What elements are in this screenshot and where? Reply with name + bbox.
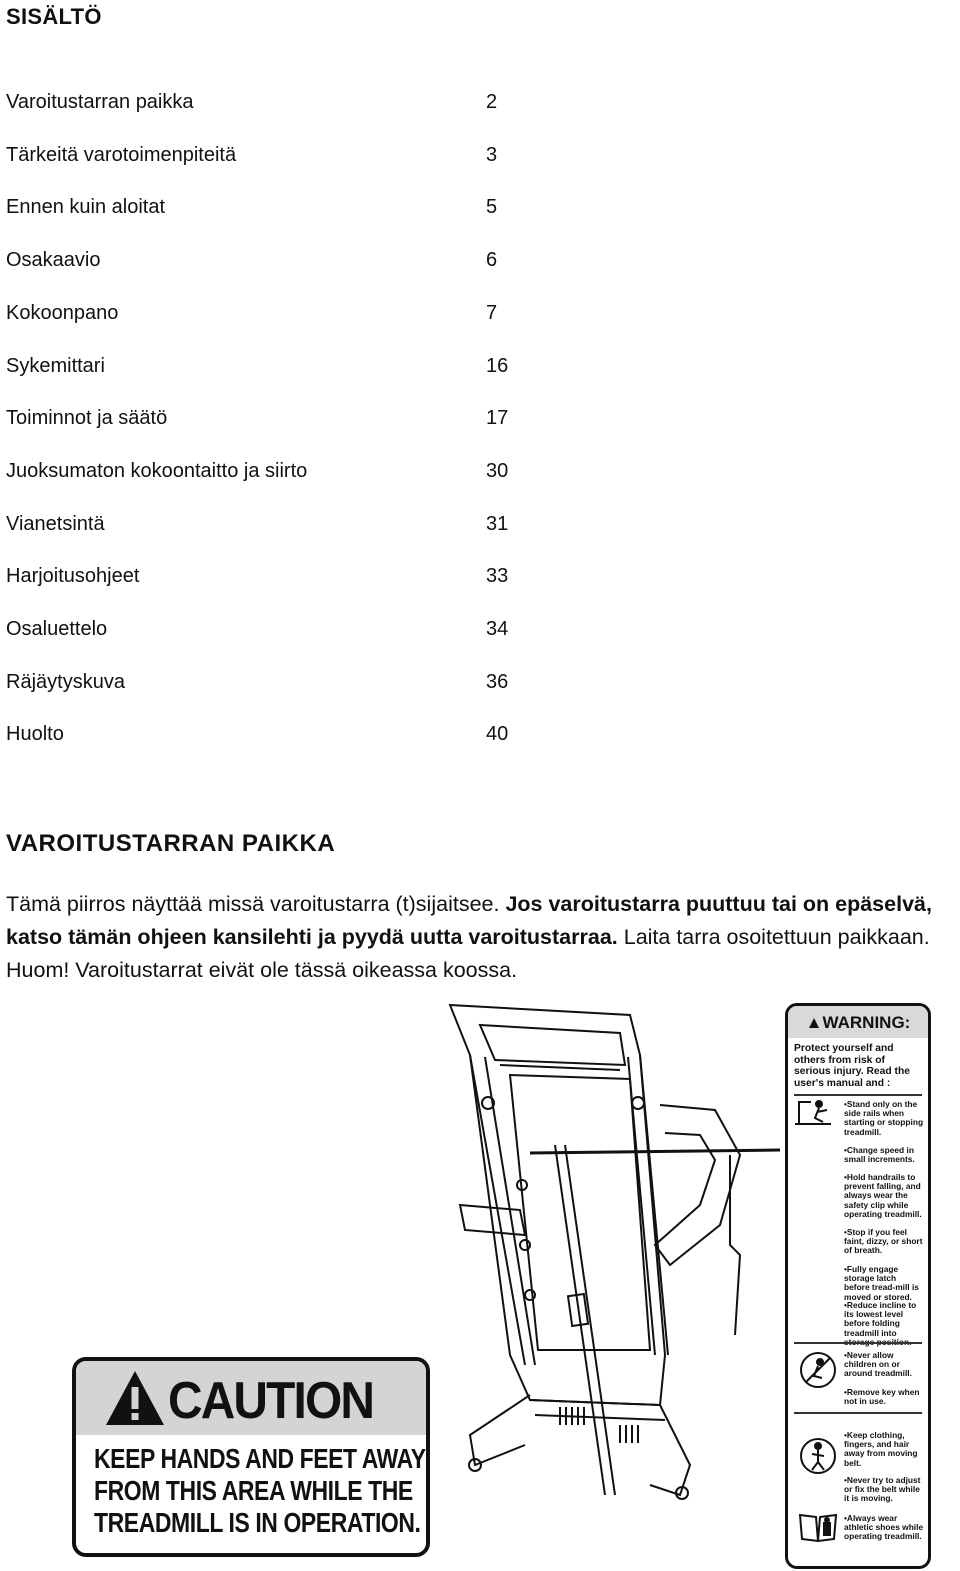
toc-page-number: 33 [486, 565, 509, 588]
toc-label: Huolto [6, 723, 64, 746]
toc-page-number: 34 [486, 618, 509, 640]
toc-page-number: 7 [486, 301, 498, 324]
toc-page-number: 30 [486, 459, 509, 482]
toc-page-number: 40 [486, 723, 509, 746]
warning-heading-text: WARNING: [822, 1013, 911, 1032]
warning-item: •Never allow children on or around treadmill. [844, 1350, 912, 1379]
moving-belt-icon [798, 1436, 838, 1476]
warning-triangle-icon [104, 1369, 166, 1427]
divider [794, 1342, 922, 1344]
warning-item: •Reduce incline to its lowest level before folding treadmill into [844, 1300, 917, 1338]
warning-heading [788, 1006, 928, 1038]
toc-row [6, 355, 526, 385]
no-children-icon [798, 1350, 838, 1390]
warning-item: •Always wear athletic shoes while operating treadmill. [844, 1513, 924, 1542]
divider [794, 1094, 922, 1096]
toc-label: Kokoonpano [6, 301, 119, 324]
toc-page-number: 5 [486, 196, 498, 219]
warning-item: •Stand only on the side rails when starting or stopping treadmill. [844, 1099, 924, 1137]
toc-row [6, 91, 526, 121]
toc-row [6, 144, 526, 174]
toc-page-number: 6 [486, 249, 498, 272]
toc-label: Toiminnot ja säätö [6, 407, 168, 430]
warning-triangle-icon: ▲ [805, 1013, 823, 1032]
section-intro [6, 888, 960, 987]
toc-row [6, 723, 526, 753]
toc-label: Osakaavio [6, 249, 101, 272]
warning-item: •Stop if you feel faint, dizzy, or short of breath. [844, 1227, 923, 1256]
treadmill-illustration [430, 995, 780, 1515]
toc-page-number: 3 [486, 143, 498, 166]
warning-label [785, 1003, 931, 1569]
toc-row [6, 302, 526, 332]
manual-info-icon [798, 1511, 838, 1543]
toc-page-number: 2 [486, 91, 498, 113]
divider [794, 1412, 922, 1414]
toc-row [6, 565, 526, 595]
warning-item: •Hold handrails to prevent falling, and always wear the safety clip while operating treadmill. [844, 1172, 922, 1219]
toc-row [6, 618, 526, 648]
caution-heading: CAUTION [168, 1372, 374, 1430]
toc-label: Sykemittari [6, 354, 105, 377]
section-heading: VAROITUSTARRAN PAIKKA [6, 830, 336, 857]
toc-page-number: 36 [486, 670, 509, 693]
toc-row [6, 407, 526, 437]
toc-label: Harjoitusohjeet [6, 565, 140, 588]
caution-line: TREADMILL IS IN OPERATION. [94, 1507, 421, 1538]
intro-bold: Jos varoitustarra puuttuu tai on epäselvä, katso tämän ohjeen kansilehti ja pyydä uutta varoitustarraa. [6, 892, 932, 949]
toc-label: Tärkeitä varotoimenpiteitä [6, 143, 237, 166]
toc-row [6, 513, 526, 543]
toc-label: Vianetsintä [6, 512, 105, 535]
caution-label [72, 1357, 430, 1557]
toc-label: Osaluettelo [6, 618, 108, 640]
toc-page-number: 17 [486, 407, 509, 430]
warning-intro: Protect yourself and others from risk of serious injury. Read the user's manual and : [794, 1043, 910, 1089]
toc-row [6, 671, 526, 701]
toc-label: Ennen kuin aloitat [6, 196, 166, 219]
toc-row [6, 460, 526, 490]
caution-line: FROM THIS AREA WHILE THE [94, 1475, 413, 1506]
page-title: SISÄLTÖ [6, 4, 102, 29]
warning-item: •Keep clothing, fingers, and hair away from moving belt. [844, 1430, 918, 1468]
toc-label: Räjäytyskuva [6, 670, 125, 693]
toc-row [6, 249, 526, 279]
toc-row [6, 196, 526, 226]
person-on-rails-icon [793, 1098, 833, 1128]
warning-item: •Fully engage storage latch before tread-mill is moved or stored. [844, 1264, 919, 1302]
intro-plain: Tämä piirros näyttää missä varoitustarra (t)sijaitsee. [6, 892, 506, 916]
toc-page-number: 16 [486, 354, 509, 377]
intro-end: Laita tarra osoitettuun paikkaan. Huom! Varoitustarrat eivät ole tässä oikeassa koossa. [6, 925, 930, 982]
toc-label: Varoitustarran paikka [6, 91, 194, 113]
warning-item: •Change speed in small increments. [844, 1145, 915, 1165]
warning-item: •Never try to adjust or fix the belt while it is moving. [844, 1475, 921, 1504]
caution-line: KEEP HANDS AND FEET AWAY [94, 1443, 426, 1474]
toc-label: Juoksumaton kokoontaitto ja siirto [6, 459, 308, 482]
toc-page-number: 31 [486, 512, 509, 535]
warning-item: •Remove key when not in use. [844, 1387, 920, 1407]
